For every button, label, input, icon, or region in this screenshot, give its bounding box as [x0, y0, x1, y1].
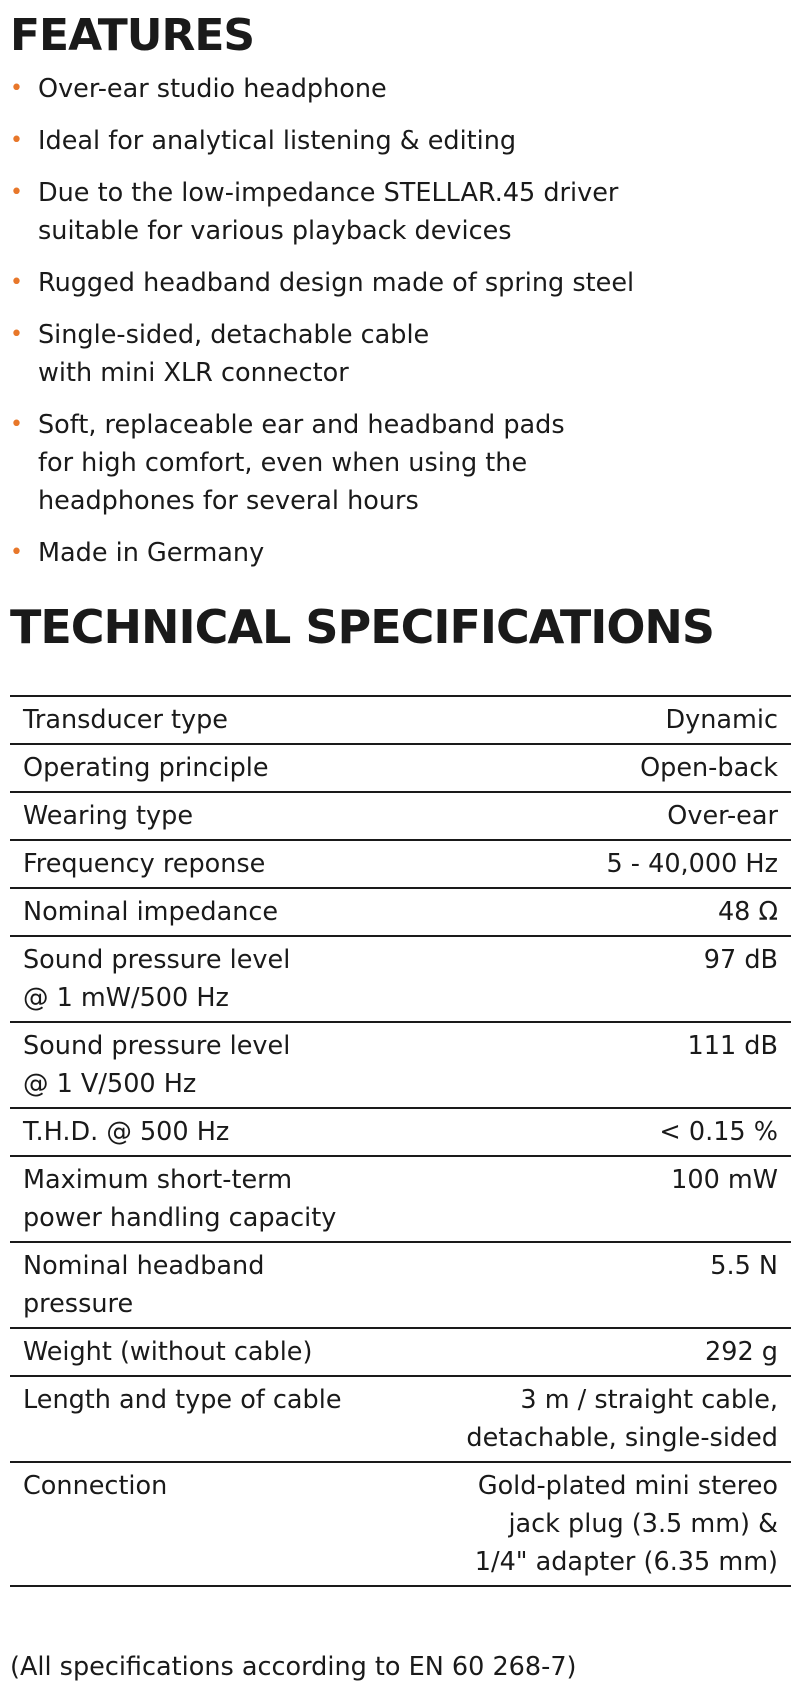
spec-value-line: 1/4" adapter (6.35 mm)	[474, 1547, 778, 1577]
spec-label-line: Maximum short-term	[23, 1165, 293, 1195]
spec-value-line: 111 dB	[687, 1031, 778, 1061]
spec-label	[10, 792, 416, 840]
spec-value-line: < 0.15 %	[659, 1117, 778, 1147]
feature-line: Single-sided, detachable cable	[38, 320, 430, 350]
spec-value-line: Dynamic	[665, 705, 778, 735]
bullet-icon: •	[10, 412, 23, 437]
feature-line: suitable for various playback devices	[38, 216, 512, 246]
feature-line: with mini XLR connector	[38, 358, 349, 388]
bullet-icon: •	[10, 180, 23, 205]
spec-value	[416, 1108, 791, 1156]
spec-row	[10, 936, 791, 1022]
footnote: (All specifications according to EN 60 268-7)	[10, 1652, 577, 1682]
spec-row	[10, 888, 791, 936]
spec-label	[10, 1156, 416, 1242]
spec-label-line: @ 1 mW/500 Hz	[23, 983, 229, 1013]
spec-row	[10, 1156, 791, 1242]
bullet-icon: •	[10, 270, 23, 295]
spec-row	[10, 1462, 791, 1586]
spec-row	[10, 1108, 791, 1156]
spec-value-line: 3 m / straight cable,	[520, 1385, 778, 1415]
spec-label-line: pressure	[23, 1289, 134, 1319]
bullet-icon: •	[10, 540, 23, 565]
spec-label	[10, 1108, 416, 1156]
spec-label-line: @ 1 V/500 Hz	[23, 1069, 197, 1099]
spec-value	[416, 1328, 791, 1376]
feature-line: Soft, replaceable ear and headband pads	[38, 410, 565, 440]
spec-row	[10, 840, 791, 888]
feature-item	[10, 122, 790, 160]
spec-label	[10, 888, 416, 936]
spec-value	[416, 1022, 791, 1108]
feature-line: Made in Germany	[38, 538, 265, 568]
spec-value	[416, 936, 791, 1022]
spec-label	[10, 840, 416, 888]
spec-value-line: 5.5 N	[710, 1251, 778, 1281]
spec-label-line: Operating principle	[23, 753, 269, 783]
spec-row	[10, 1376, 791, 1462]
spec-value	[416, 1242, 791, 1328]
spec-value	[416, 792, 791, 840]
spec-value-line: 48 Ω	[717, 897, 778, 927]
spec-label-line: Sound pressure level	[23, 1031, 291, 1061]
spec-value	[416, 1462, 791, 1586]
spec-value-line: 100 mW	[671, 1165, 778, 1195]
feature-item	[10, 70, 790, 108]
feature-item	[10, 406, 790, 520]
feature-line: Ideal for analytical listening & editing	[38, 126, 517, 156]
spec-value	[416, 840, 791, 888]
spec-value-line: Gold-plated mini stereo	[477, 1471, 778, 1501]
bullet-icon: •	[10, 128, 23, 153]
specs-table	[10, 695, 791, 1587]
feature-line: Over-ear studio headphone	[38, 74, 387, 104]
feature-item	[10, 316, 790, 392]
spec-value	[416, 744, 791, 792]
spec-label	[10, 1022, 416, 1108]
spec-value-line: Open-back	[640, 753, 778, 783]
spec-label-line: Nominal headband	[23, 1251, 265, 1281]
features-heading: FEATURES	[10, 10, 255, 61]
feature-line: Due to the low-impedance STELLAR.45 driver	[38, 178, 619, 208]
spec-row	[10, 1022, 791, 1108]
spec-label-line: power handling capacity	[23, 1203, 337, 1233]
spec-value-line: 97 dB	[703, 945, 778, 975]
feature-item	[10, 534, 790, 572]
features-list	[10, 70, 790, 586]
spec-label	[10, 1376, 416, 1462]
feature-item	[10, 174, 790, 250]
spec-label	[10, 1242, 416, 1328]
spec-label-line: Nominal impedance	[23, 897, 279, 927]
spec-label-line: Sound pressure level	[23, 945, 291, 975]
spec-value	[416, 1156, 791, 1242]
spec-label	[10, 936, 416, 1022]
spec-label-line: Length and type of cable	[23, 1385, 342, 1415]
spec-value-line: jack plug (3.5 mm) &	[508, 1509, 778, 1539]
spec-label	[10, 1462, 416, 1586]
spec-value-line: 292 g	[705, 1337, 778, 1367]
spec-row	[10, 1328, 791, 1376]
spec-value-line: Over-ear	[667, 801, 778, 831]
spec-label-line: Weight (without cable)	[23, 1337, 313, 1367]
spec-value	[416, 696, 791, 744]
spec-row	[10, 744, 791, 792]
spec-label-line: T.H.D. @ 500 Hz	[23, 1117, 230, 1147]
spec-label-line: Transducer type	[23, 705, 228, 735]
spec-value	[416, 1376, 791, 1462]
spec-row	[10, 696, 791, 744]
spec-label	[10, 696, 416, 744]
feature-item	[10, 264, 790, 302]
spec-label-line: Frequency reponse	[23, 849, 266, 879]
spec-row	[10, 1242, 791, 1328]
spec-label-line: Connection	[23, 1471, 168, 1501]
feature-line: for high comfort, even when using the	[38, 448, 528, 478]
spec-label-line: Wearing type	[23, 801, 194, 831]
spec-label	[10, 744, 416, 792]
specs-heading: TECHNICAL SPECIFICATIONS	[10, 600, 715, 654]
feature-line: Rugged headband design made of spring steel	[38, 268, 635, 298]
bullet-icon: •	[10, 76, 23, 101]
bullet-icon: •	[10, 322, 23, 347]
spec-value-line: 5 - 40,000 Hz	[606, 849, 778, 879]
spec-value-line: detachable, single-sided	[466, 1423, 778, 1453]
spec-value	[416, 888, 791, 936]
feature-line: headphones for several hours	[38, 486, 419, 516]
spec-label	[10, 1328, 416, 1376]
spec-row	[10, 792, 791, 840]
